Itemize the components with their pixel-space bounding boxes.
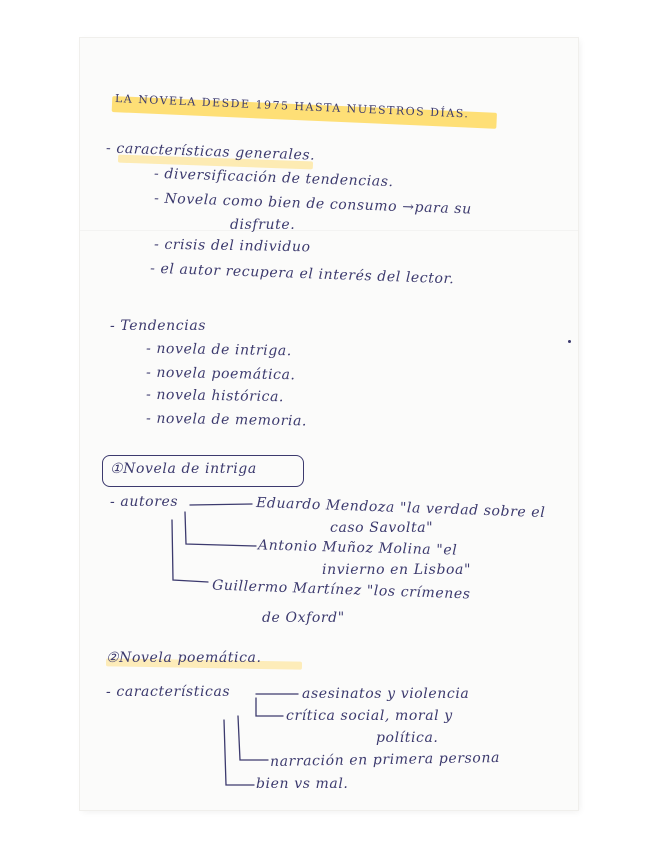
connector-line	[185, 512, 256, 546]
section-heading-intriga: ①Novela de intriga	[110, 461, 257, 477]
list-item: - crisis del individuo	[153, 236, 311, 256]
list-item: - novela de memoria.	[145, 410, 308, 430]
list-item: - novela de intriga.	[145, 340, 292, 360]
feature-entry: narración en primera persona	[269, 749, 501, 771]
page-title: LA NOVELA DESDE 1975 HASTA NUESTROS DÍAS.	[114, 92, 470, 121]
autores-label: - autores	[110, 494, 179, 510]
list-item: - el autor recupera el interés del lector.	[149, 260, 455, 288]
author-entry: Antonio Muñoz Molina "el	[257, 537, 458, 559]
list-item: - Novela como bien de consumo →para su	[153, 190, 472, 218]
list-item: disfrute.	[230, 217, 296, 233]
connector-line	[238, 716, 268, 760]
ink-dot	[568, 340, 571, 343]
feature-entry: crítica social, moral y	[286, 708, 453, 724]
author-entry: invierno en Lisboa"	[322, 562, 472, 578]
author-entry: de Oxford"	[262, 610, 345, 626]
list-item: - diversificación de tendencias.	[153, 165, 394, 191]
feature-entry: política.	[376, 730, 439, 746]
connector-line	[190, 504, 252, 505]
section-heading-poematica: ②Novela poemática.	[106, 650, 262, 666]
connector-line	[172, 520, 208, 582]
author-entry: Guillermo Martínez "los crímenes	[211, 577, 471, 603]
section-heading-caracteristicas: - características generales.	[105, 140, 316, 164]
list-item: - novela poemática.	[145, 364, 296, 384]
author-entry: caso Savolta"	[330, 520, 434, 536]
caracteristicas-label: - características	[106, 684, 231, 700]
author-entry: Eduardo Mendoza "la verdad sobre el	[255, 494, 546, 522]
feature-entry: bien vs mal.	[256, 776, 349, 792]
list-item: - novela histórica.	[145, 386, 285, 406]
section-heading-tendencias: - Tendencias	[110, 318, 207, 334]
connector-line	[256, 698, 283, 716]
feature-entry: asesinatos y violencia	[302, 686, 470, 702]
